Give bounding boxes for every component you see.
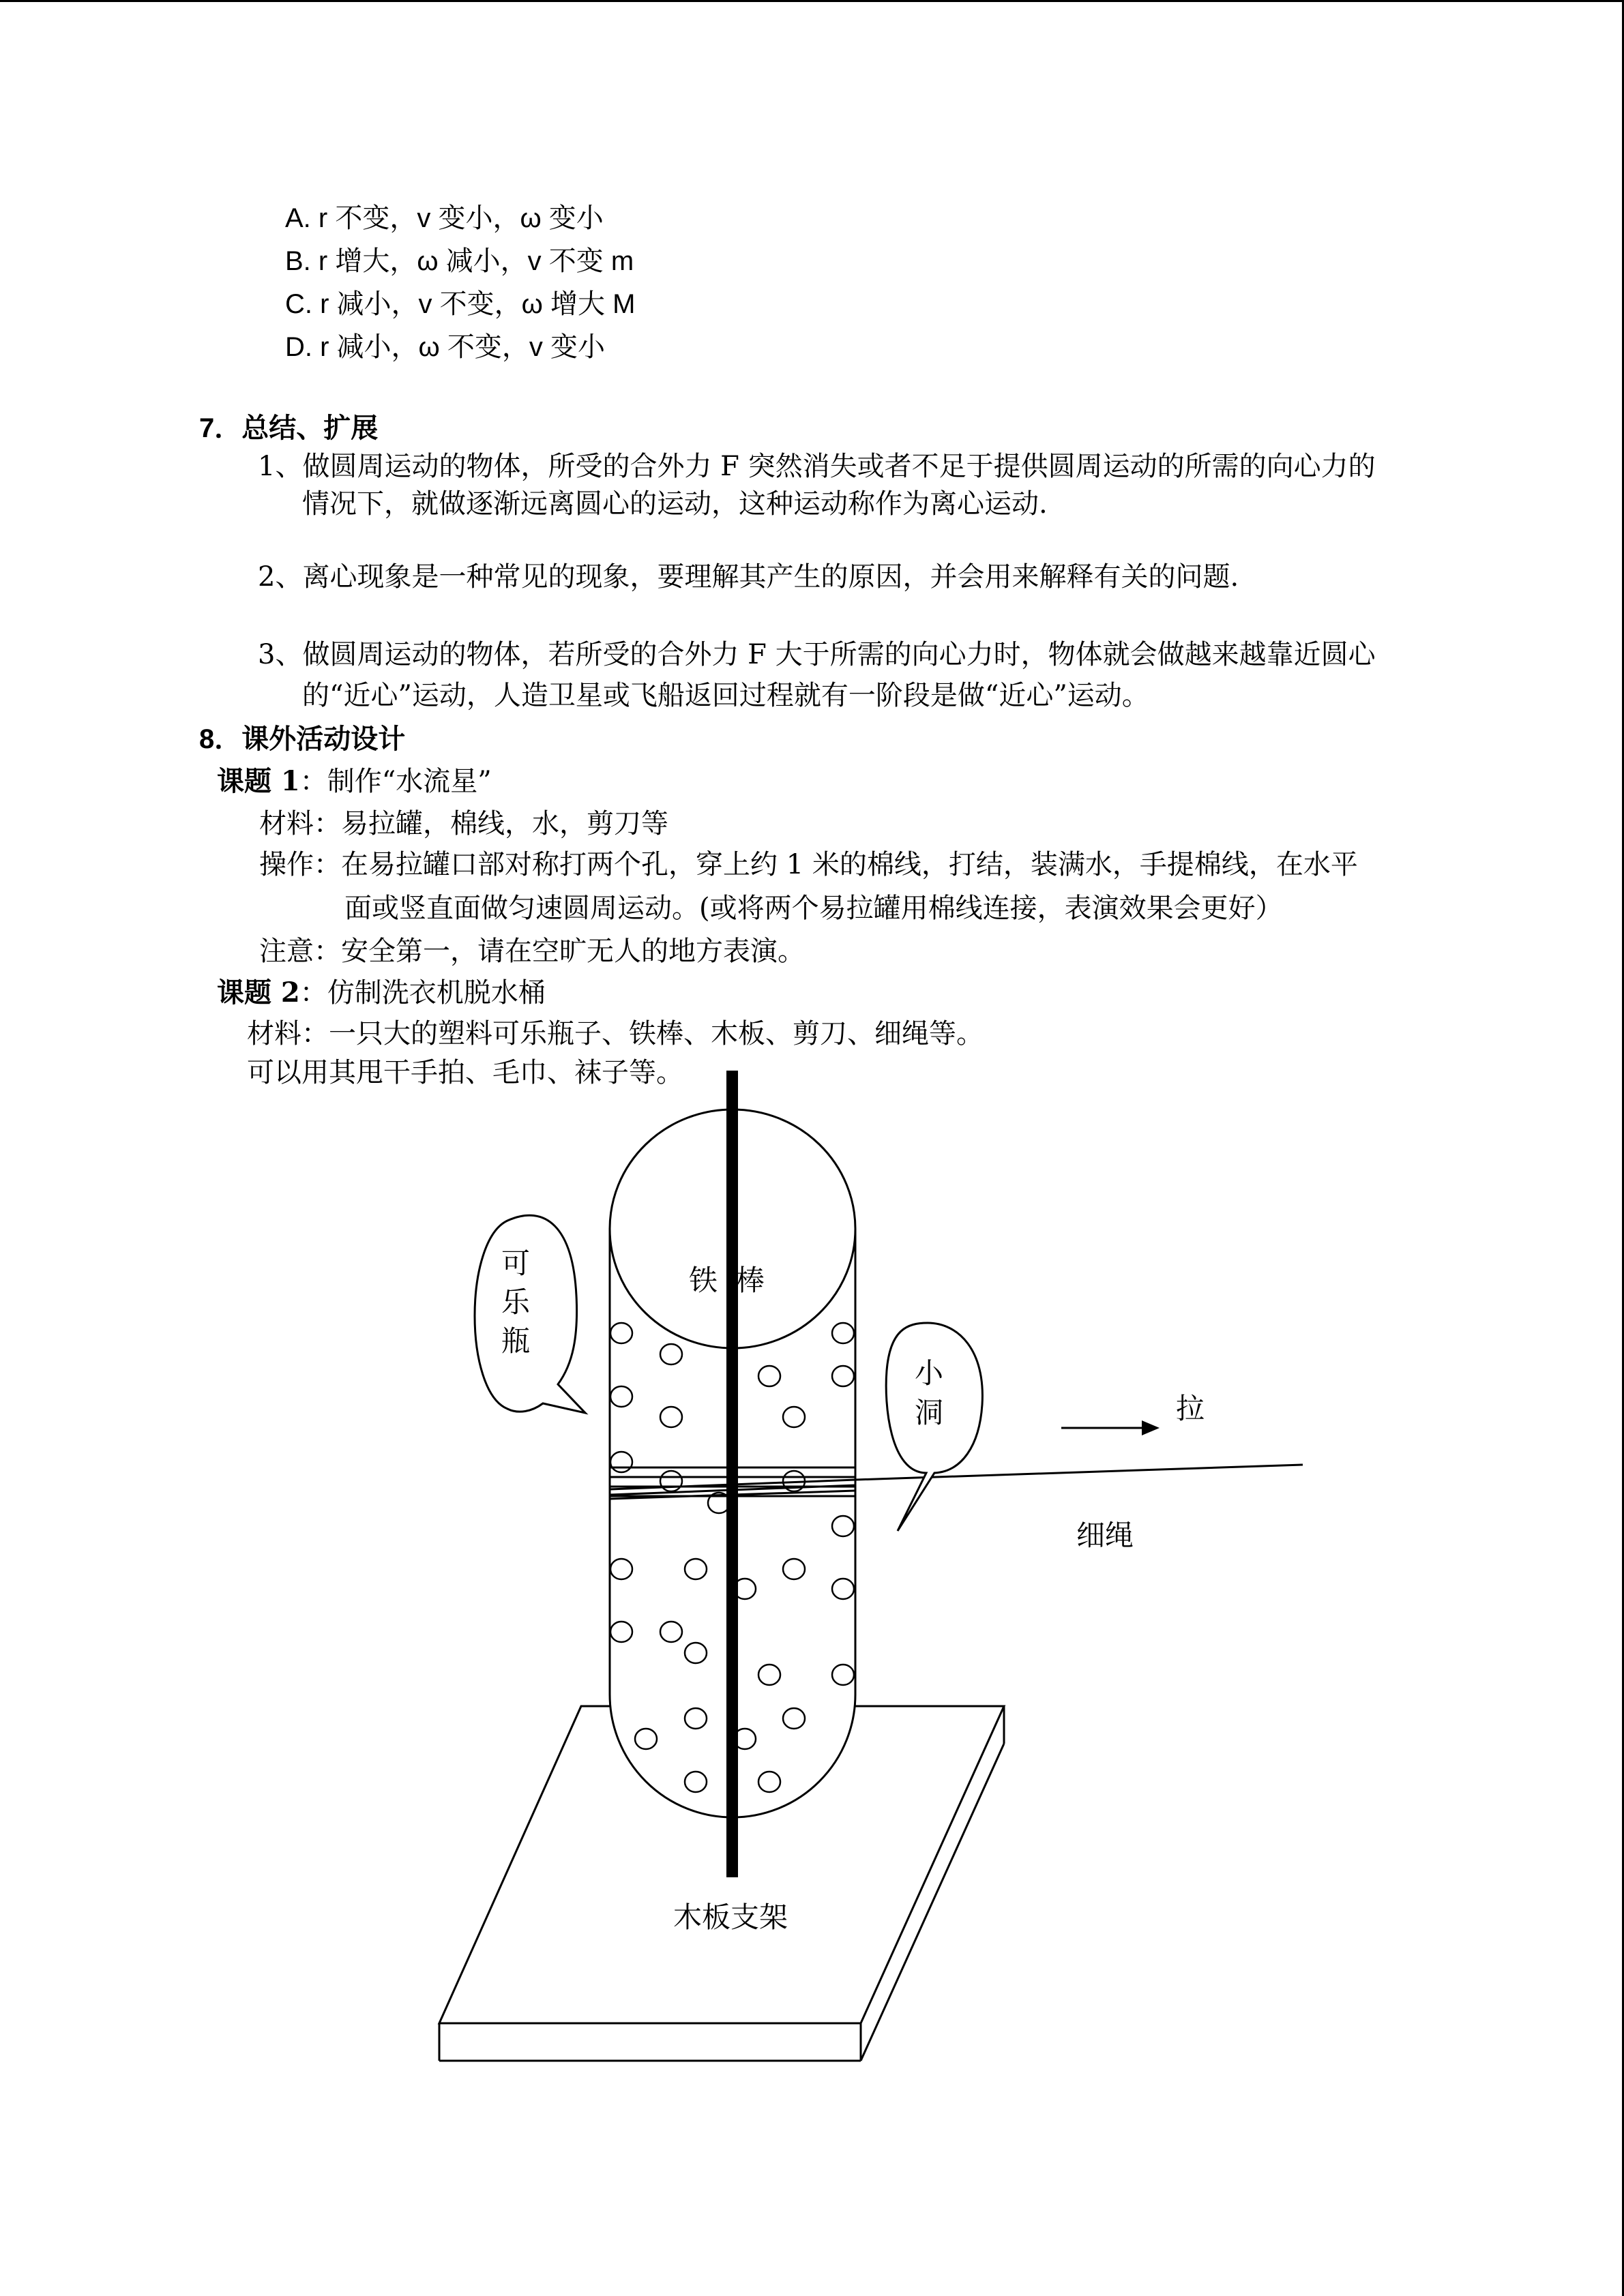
section7-point1-line2: 情况下，就做逐渐远离圆心的运动，这种运动称作为离心运动. <box>302 488 1048 520</box>
section8-heading: 8．课外活动设计 <box>199 724 406 754</box>
base-label: 木板支架 <box>673 1900 788 1934</box>
hole-label-char-1: 小 <box>915 1356 944 1390</box>
topic2-name: ：仿制洗衣机脱水桶 <box>299 977 546 1009</box>
string-label: 细绳 <box>1076 1519 1134 1552</box>
option-d: D. r 减小，ω 不变，v 变小 <box>285 332 606 362</box>
topic2-materials: 材料：一只大的塑料可乐瓶子、铁棒、木板、剪刀、细绳等。 <box>247 1018 984 1049</box>
bottle-label-char-3: 瓶 <box>501 1324 531 1358</box>
section7-point1-line1: 1、做圆周运动的物体，所受的合外力 F 突然消失或者不足于提供圆周运动的所需的向心力的 <box>258 451 1376 482</box>
topic1-materials: 材料：易拉罐，棉线，水，剪刀等 <box>259 808 668 839</box>
option-c: C. r 减小，v 不变，ω 增大 M <box>285 289 636 319</box>
option-a: A. r 不变，v 变小，ω 变小 <box>285 203 604 233</box>
pull-arrow-head <box>1142 1420 1160 1435</box>
wood-base-right-side-bottom <box>861 1744 1004 2061</box>
pull-label: 拉 <box>1176 1392 1205 1425</box>
topic1-label: 课题 1 <box>217 765 300 797</box>
topic2-label: 课题 2 <box>217 976 300 1009</box>
section7-point3-line2: 的“近心”运动，人造卫星或飞船返回过程就有一阶段是做“近心”运动。 <box>302 680 1149 711</box>
bottle-label-char-1: 可 <box>501 1247 531 1280</box>
topic1-name: ：制作“水流星” <box>299 766 492 797</box>
rod-label: 铁 棒 <box>689 1264 765 1297</box>
hole-label-char-2: 洞 <box>915 1396 944 1429</box>
bottle-label-char-2: 乐 <box>501 1285 531 1319</box>
topic1-operation-line1: 操作：在易拉罐口部对称打两个孔，穿上约 1 米的棉线，打结，装满水，手提棉线，在水平 <box>259 849 1358 880</box>
iron-rod <box>726 1071 738 1877</box>
option-b: B. r 增大，ω 减小，v 不变 m <box>285 246 634 276</box>
topic1-operation-line2: 面或竖直面做匀速圆周运动。(或将两个易拉罐用棉线连接，表演效果会更好） <box>344 893 1283 924</box>
topic1-note: 注意：安全第一，请在空旷无人的地方表演。 <box>259 936 805 967</box>
section7-point3-line1: 3、做圆周运动的物体，若所受的合外力 F 大于所需的向心力时，物体就会做越来越靠近圆心 <box>258 639 1376 670</box>
section7-point2: 2、离心现象是一种常见的现象，要理解其产生的原因，并会用来解释有关的问题. <box>258 561 1239 593</box>
section7-heading: 7．总结、扩展 <box>199 413 379 443</box>
topic2-usage: 可以用其甩干手拍、毛巾、袜子等。 <box>247 1057 683 1088</box>
